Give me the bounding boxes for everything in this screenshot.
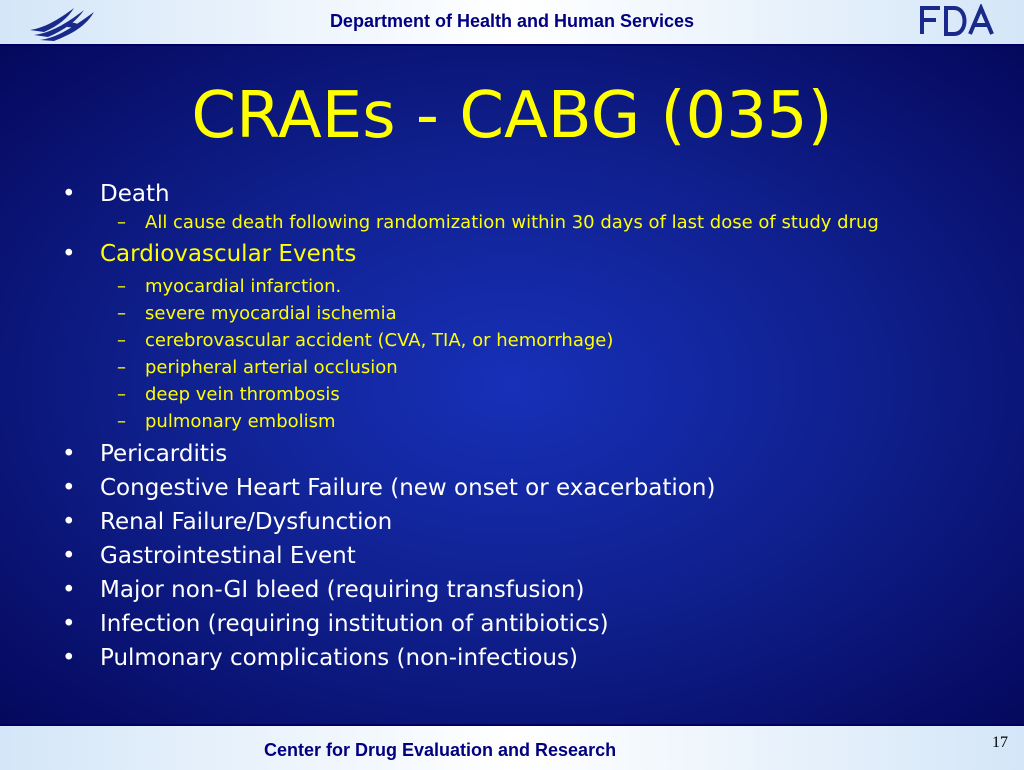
bullet-text: severe myocardial ischemia: [145, 303, 397, 324]
bullet-text: Renal Failure/Dysfunction: [100, 509, 393, 535]
bullet-mark: •: [62, 543, 76, 569]
dash-mark: –: [117, 357, 126, 378]
bullet-text: All cause death following randomization within 30 days of last dose of study drug: [145, 212, 879, 233]
bullet-text: myocardial infarction.: [145, 276, 342, 297]
page-number: 17: [992, 734, 1008, 751]
bullet-text: cerebrovascular accident (CVA, TIA, or hemorrhage): [145, 330, 614, 351]
bullet-mark: •: [62, 475, 76, 501]
bullet-mark: •: [62, 441, 76, 467]
bullet-mark: •: [62, 611, 76, 637]
dash-mark: –: [117, 212, 126, 233]
bullet-mark: •: [62, 241, 76, 267]
bullet-text: Pulmonary complications (non-infectious): [100, 645, 578, 671]
bullet-mark: •: [62, 181, 76, 207]
fda-logo-icon: [918, 4, 996, 38]
dash-mark: –: [117, 303, 126, 324]
bullet-text: pulmonary embolism: [145, 411, 336, 432]
bullet-mark: •: [62, 509, 76, 535]
bullet-mark: •: [62, 577, 76, 603]
bullet-text: Pericarditis: [100, 441, 228, 467]
bullet-text: peripheral arterial occlusion: [145, 357, 398, 378]
bullet-text: deep vein thrombosis: [145, 384, 340, 405]
slide-body: [0, 46, 1024, 724]
dash-mark: –: [117, 276, 126, 297]
slide-title: CRAEs - CABG (035): [191, 79, 833, 153]
bullet-text: Cardiovascular Events: [100, 241, 357, 267]
footer-bar: [0, 724, 1024, 770]
bullet-mark: •: [62, 645, 76, 671]
dash-mark: –: [117, 384, 126, 405]
header-title: Department of Health and Human Services: [329, 11, 695, 31]
header-bar: [0, 0, 1024, 46]
bullet-text: Infection (requiring institution of antibiotics): [100, 611, 609, 637]
bullet-text: Gastrointestinal Event: [100, 543, 356, 569]
footer-title: Center for Drug Evaluation and Research: [264, 740, 617, 760]
bullet-text: Congestive Heart Failure (new onset or exacerbation): [100, 475, 716, 501]
dash-mark: –: [117, 411, 126, 432]
dash-mark: –: [117, 330, 126, 351]
bullet-text: Death: [100, 181, 170, 207]
bullet-text: Major non-GI bleed (requiring transfusion): [100, 577, 585, 603]
